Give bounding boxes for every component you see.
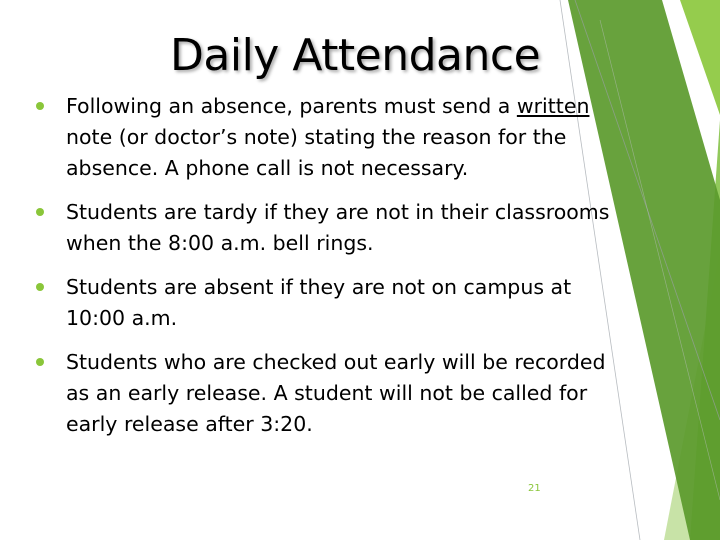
bullet-line: early release after 3:20. — [66, 412, 313, 436]
bullet-line: note (or doctor’s note) stating the reason for the — [66, 125, 567, 149]
slide-title: Daily Attendance — [170, 30, 541, 81]
bullet-line: Students are absent if they are not on campus at — [66, 275, 572, 299]
bullet-dot-icon — [36, 358, 44, 366]
bullet-item — [36, 197, 676, 259]
bullet-item — [36, 91, 676, 184]
page-number: 21 — [528, 483, 541, 494]
bullet-list — [36, 91, 676, 453]
bullet-text: Following an absence, parents must send a — [66, 94, 517, 118]
bullet-line: Students are tardy if they are not in their classrooms — [66, 200, 610, 224]
bullet-line — [66, 91, 676, 122]
bullet-dot-icon — [36, 102, 44, 110]
bullet-line: 10:00 a.m. — [66, 306, 178, 330]
bullet-dot-icon — [36, 208, 44, 216]
bullet-line: absence. A phone call is not necessary. — [66, 156, 469, 180]
bullet-item — [36, 272, 676, 334]
underlined-word: written — [516, 94, 590, 118]
bullet-line: as an early release. A student will not be called for — [66, 381, 588, 405]
bullet-line: Students who are checked out early will be recorded — [66, 350, 606, 374]
bullet-item — [36, 347, 676, 440]
bullet-dot-icon — [36, 283, 44, 291]
bullet-line: when the 8:00 a.m. bell rings. — [66, 231, 374, 255]
